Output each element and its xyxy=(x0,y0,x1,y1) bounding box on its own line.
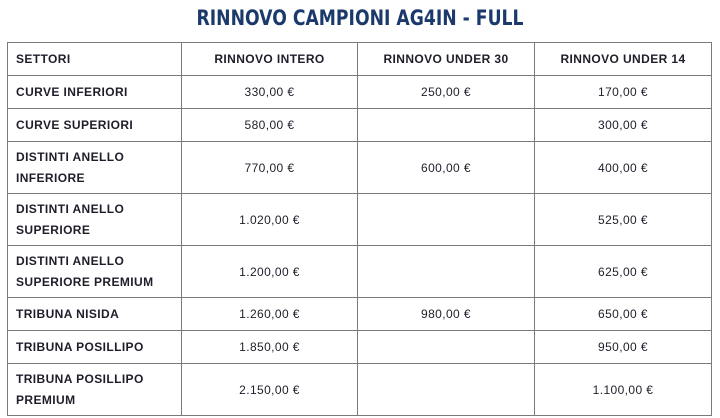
sector-name: CURVE SUPERIORI xyxy=(8,109,182,142)
price-intero: 1.200,00 € xyxy=(182,246,358,298)
price-intero: 580,00 € xyxy=(182,109,358,142)
price-under-30 xyxy=(358,246,535,298)
table-row xyxy=(8,142,712,194)
sector-name: DISTINTI ANELLO SUPERIORE xyxy=(8,194,182,246)
sector-name: TRIBUNA POSILLIPO PREMIUM xyxy=(8,364,182,416)
header-settori: SETTORI xyxy=(8,43,182,76)
sector-name: DISTINTI ANELLO SUPERIORE PREMIUM xyxy=(8,246,182,298)
price-under-30: 600,00 € xyxy=(358,142,535,194)
price-under-14: 300,00 € xyxy=(535,109,712,142)
price-under-30: 980,00 € xyxy=(358,298,535,331)
price-intero: 770,00 € xyxy=(182,142,358,194)
price-under-14: 950,00 € xyxy=(535,331,712,364)
price-under-14: 400,00 € xyxy=(535,142,712,194)
page-title: RINNOVO CAMPIONI AG4IN - FULL xyxy=(196,6,524,30)
sector-name: CURVE INFERIORI xyxy=(8,76,182,109)
price-under-14: 525,00 € xyxy=(535,194,712,246)
sector-name: DISTINTI ANELLO INFERIORE xyxy=(8,142,182,194)
sector-name: TRIBUNA POSILLIPO xyxy=(8,331,182,364)
price-intero: 1.020,00 € xyxy=(182,194,358,246)
table-row xyxy=(8,194,712,246)
price-under-30 xyxy=(358,331,535,364)
table-row xyxy=(8,109,712,142)
price-under-14: 170,00 € xyxy=(535,76,712,109)
price-table xyxy=(7,42,712,416)
table-row xyxy=(8,331,712,364)
price-under-30: 250,00 € xyxy=(358,76,535,109)
table-row xyxy=(8,298,712,331)
price-intero: 1.260,00 € xyxy=(182,298,358,331)
price-under-14: 625,00 € xyxy=(535,246,712,298)
price-under-14: 1.100,00 € xyxy=(535,364,712,416)
table-row xyxy=(8,76,712,109)
price-intero: 1.850,00 € xyxy=(182,331,358,364)
header-rinnovo-intero: RINNOVO INTERO xyxy=(182,43,358,76)
price-under-14: 650,00 € xyxy=(535,298,712,331)
price-intero: 2.150,00 € xyxy=(182,364,358,416)
header-rinnovo-under-14: RINNOVO UNDER 14 xyxy=(535,43,712,76)
table-row xyxy=(8,246,712,298)
sector-name: TRIBUNA NISIDA xyxy=(8,298,182,331)
price-under-30 xyxy=(358,194,535,246)
table-header-row xyxy=(8,43,712,76)
header-rinnovo-under-30: RINNOVO UNDER 30 xyxy=(358,43,535,76)
price-intero: 330,00 € xyxy=(182,76,358,109)
price-under-30 xyxy=(358,109,535,142)
table-row xyxy=(8,364,712,416)
price-under-30 xyxy=(358,364,535,416)
